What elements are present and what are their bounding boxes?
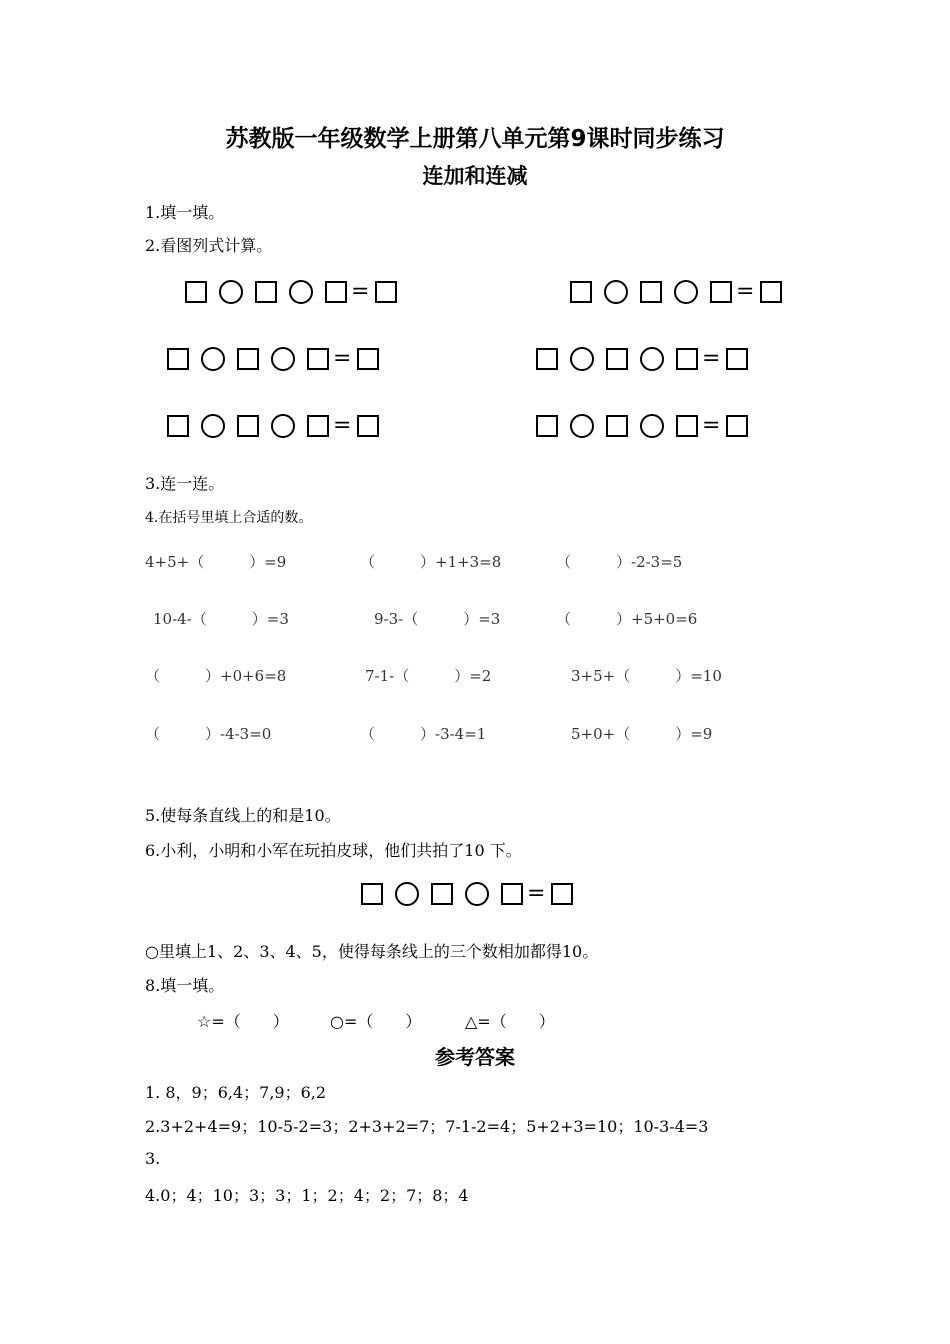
equals-sign: =: [527, 881, 546, 906]
equation-row: [167, 411, 379, 441]
operator-circle: [570, 414, 594, 438]
operator-circle: [674, 280, 698, 304]
question-5: 5.使每条直线上的和是10。: [145, 806, 341, 825]
result-box: [357, 415, 379, 437]
equals-sign: =: [736, 279, 755, 304]
fill-item: （ ）+1+3=8: [360, 553, 502, 571]
equation-row: [361, 879, 573, 909]
operator-circle: [201, 347, 225, 371]
fill-item: （ ）+5+0=6: [556, 610, 698, 628]
equation-row: [570, 277, 782, 307]
answer-box: [640, 281, 662, 303]
answer-box: [185, 281, 207, 303]
answer-3: 3.: [145, 1149, 161, 1168]
equation-row: [536, 344, 748, 374]
answer-box: [606, 348, 628, 370]
answer-box: [167, 348, 189, 370]
answer-box: [255, 281, 277, 303]
answer-box: [710, 281, 732, 303]
answer-box: [431, 883, 453, 905]
page-title: 苏教版一年级数学上册第八单元第9课时同步练习: [225, 126, 725, 152]
operator-circle: [201, 414, 225, 438]
equals-sign: =: [333, 413, 352, 438]
answer-box: [606, 415, 628, 437]
result-box: [726, 348, 748, 370]
result-box: [375, 281, 397, 303]
equation-row: [185, 277, 397, 307]
answer-box: [237, 415, 259, 437]
fill-item: 7-1-（ ）=2: [365, 667, 492, 685]
answers-heading: 参考答案: [435, 1045, 515, 1069]
fill-item: 10-4-（ ）=3: [153, 610, 289, 628]
question-6: 6.小利，小明和小军在玩拍皮球，他们共拍了10 下。: [145, 841, 522, 860]
answer-box: [676, 348, 698, 370]
answer-2: 2.3+2+4=9；10-5-2=3；2+3+2=7；7-1-2=4；5+2+3=10；10-3-4=3: [145, 1117, 709, 1136]
answer-4: 4.0；4；10；3；3；1；2；4；2；7；8；4: [145, 1186, 469, 1205]
operator-circle: [604, 280, 628, 304]
fill-item: （ ）-4-3=0: [145, 725, 272, 743]
question-4: 4.在括号里填上合适的数。: [145, 510, 313, 526]
answer-box: [237, 348, 259, 370]
question-3: 3.连一连。: [145, 474, 225, 493]
answer-box: [570, 281, 592, 303]
operator-circle: [271, 347, 295, 371]
answer-box: [536, 348, 558, 370]
question-1: 1.填一填。: [145, 203, 225, 222]
operator-circle: [640, 414, 664, 438]
fill-item: （ ）-3-4=1: [360, 725, 487, 743]
question-7: ○里填上1、2、3、4、5，使得每条线上的三个数相加都得10。: [145, 942, 599, 961]
equation-row: [536, 411, 748, 441]
fill-item: 9-3-（ ）=3: [374, 610, 501, 628]
result-box: [357, 348, 379, 370]
question-2: 2.看图列式计算。: [145, 236, 273, 255]
operator-circle: [465, 882, 489, 906]
operator-circle: [289, 280, 313, 304]
fill-item: （ ）-2-3=5: [556, 553, 683, 571]
answer-box: [361, 883, 383, 905]
operator-circle: [219, 280, 243, 304]
fill-item: （ ）+0+6=8: [145, 667, 287, 685]
result-box: [726, 415, 748, 437]
answer-box: [167, 415, 189, 437]
equals-sign: =: [333, 346, 352, 371]
fill-item: 4+5+（ ）=9: [145, 553, 287, 571]
operator-circle: [271, 414, 295, 438]
answer-box: [501, 883, 523, 905]
equation-row: [167, 344, 379, 374]
fill-star: ☆=（ ）: [197, 1012, 289, 1031]
operator-circle: [395, 882, 419, 906]
page-subtitle: 连加和连减: [422, 164, 528, 188]
equals-sign: =: [702, 413, 721, 438]
answer-box: [307, 348, 329, 370]
equals-sign: =: [702, 346, 721, 371]
operator-circle: [570, 347, 594, 371]
answer-1: 1. 8，9；6,4；7,9；6,2: [145, 1083, 327, 1102]
answer-box: [536, 415, 558, 437]
question-8: 8.填一填。: [145, 976, 225, 995]
answer-box: [307, 415, 329, 437]
fill-item: 3+5+（ ）=10: [571, 667, 722, 685]
fill-triangle: △=（ ）: [465, 1012, 555, 1031]
answer-box: [676, 415, 698, 437]
result-box: [760, 281, 782, 303]
fill-item: 5+0+（ ）=9: [571, 725, 713, 743]
result-box: [551, 883, 573, 905]
operator-circle: [640, 347, 664, 371]
answer-box: [325, 281, 347, 303]
fill-circle: ○=（ ）: [330, 1012, 422, 1031]
equals-sign: =: [351, 279, 370, 304]
